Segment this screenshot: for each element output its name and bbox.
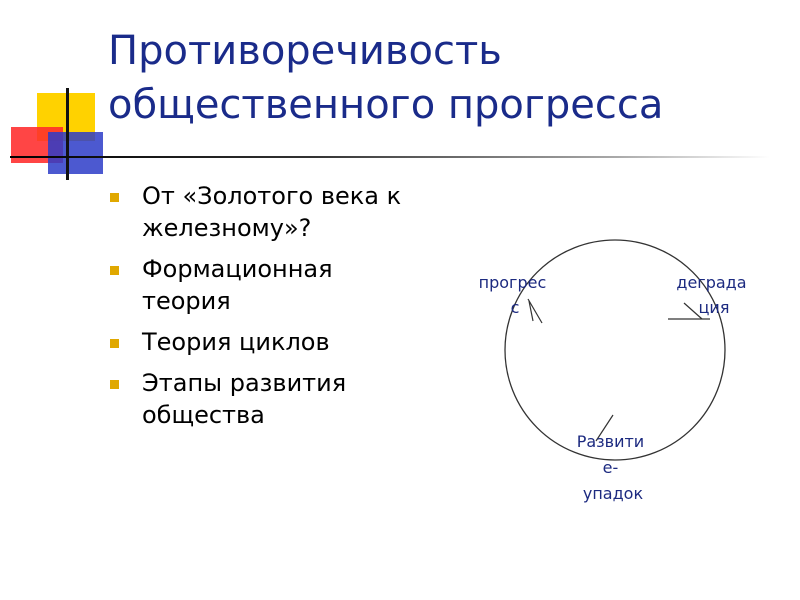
label-development [577, 432, 650, 503]
decor-vertical-line [66, 88, 69, 180]
bullet-item [108, 326, 428, 358]
label-development-line-3: упадок [582, 484, 644, 503]
bullet-square-icon [110, 193, 119, 202]
label-degradation [676, 273, 751, 317]
bullet-text: Этапы развития общества [142, 369, 347, 429]
slide-title [108, 24, 788, 132]
label-development-line-1: Развити [576, 432, 645, 451]
bullet-list [108, 180, 428, 440]
slide-title-line-2: общественного прогресса [108, 82, 664, 128]
tick-progress-a [528, 299, 542, 323]
label-progress-line-1: прогрес [478, 273, 547, 292]
bullet-item [108, 180, 428, 244]
bullet-text: Теория циклов [142, 328, 330, 356]
label-development-line-2: е- [602, 458, 619, 477]
bullet-square-icon [110, 266, 119, 275]
label-progress-line-2: с [510, 298, 520, 317]
title-underline [10, 156, 770, 158]
bullet-item [108, 253, 428, 317]
bullet-square-icon [110, 339, 119, 348]
decor-blue-square [48, 132, 103, 174]
label-degradation-line-1: деграда [676, 273, 747, 292]
label-progress [479, 273, 552, 317]
slide-title-line-1: Противоречивость [108, 28, 502, 74]
bullet-square-icon [110, 380, 119, 389]
bullet-text: От «Золотого века к железному»? [142, 182, 402, 242]
bullet-item [108, 367, 428, 431]
bullet-text: Формационная теория [142, 255, 333, 315]
label-degradation-line-2: ция [698, 298, 730, 317]
cycle-diagram [440, 225, 780, 525]
